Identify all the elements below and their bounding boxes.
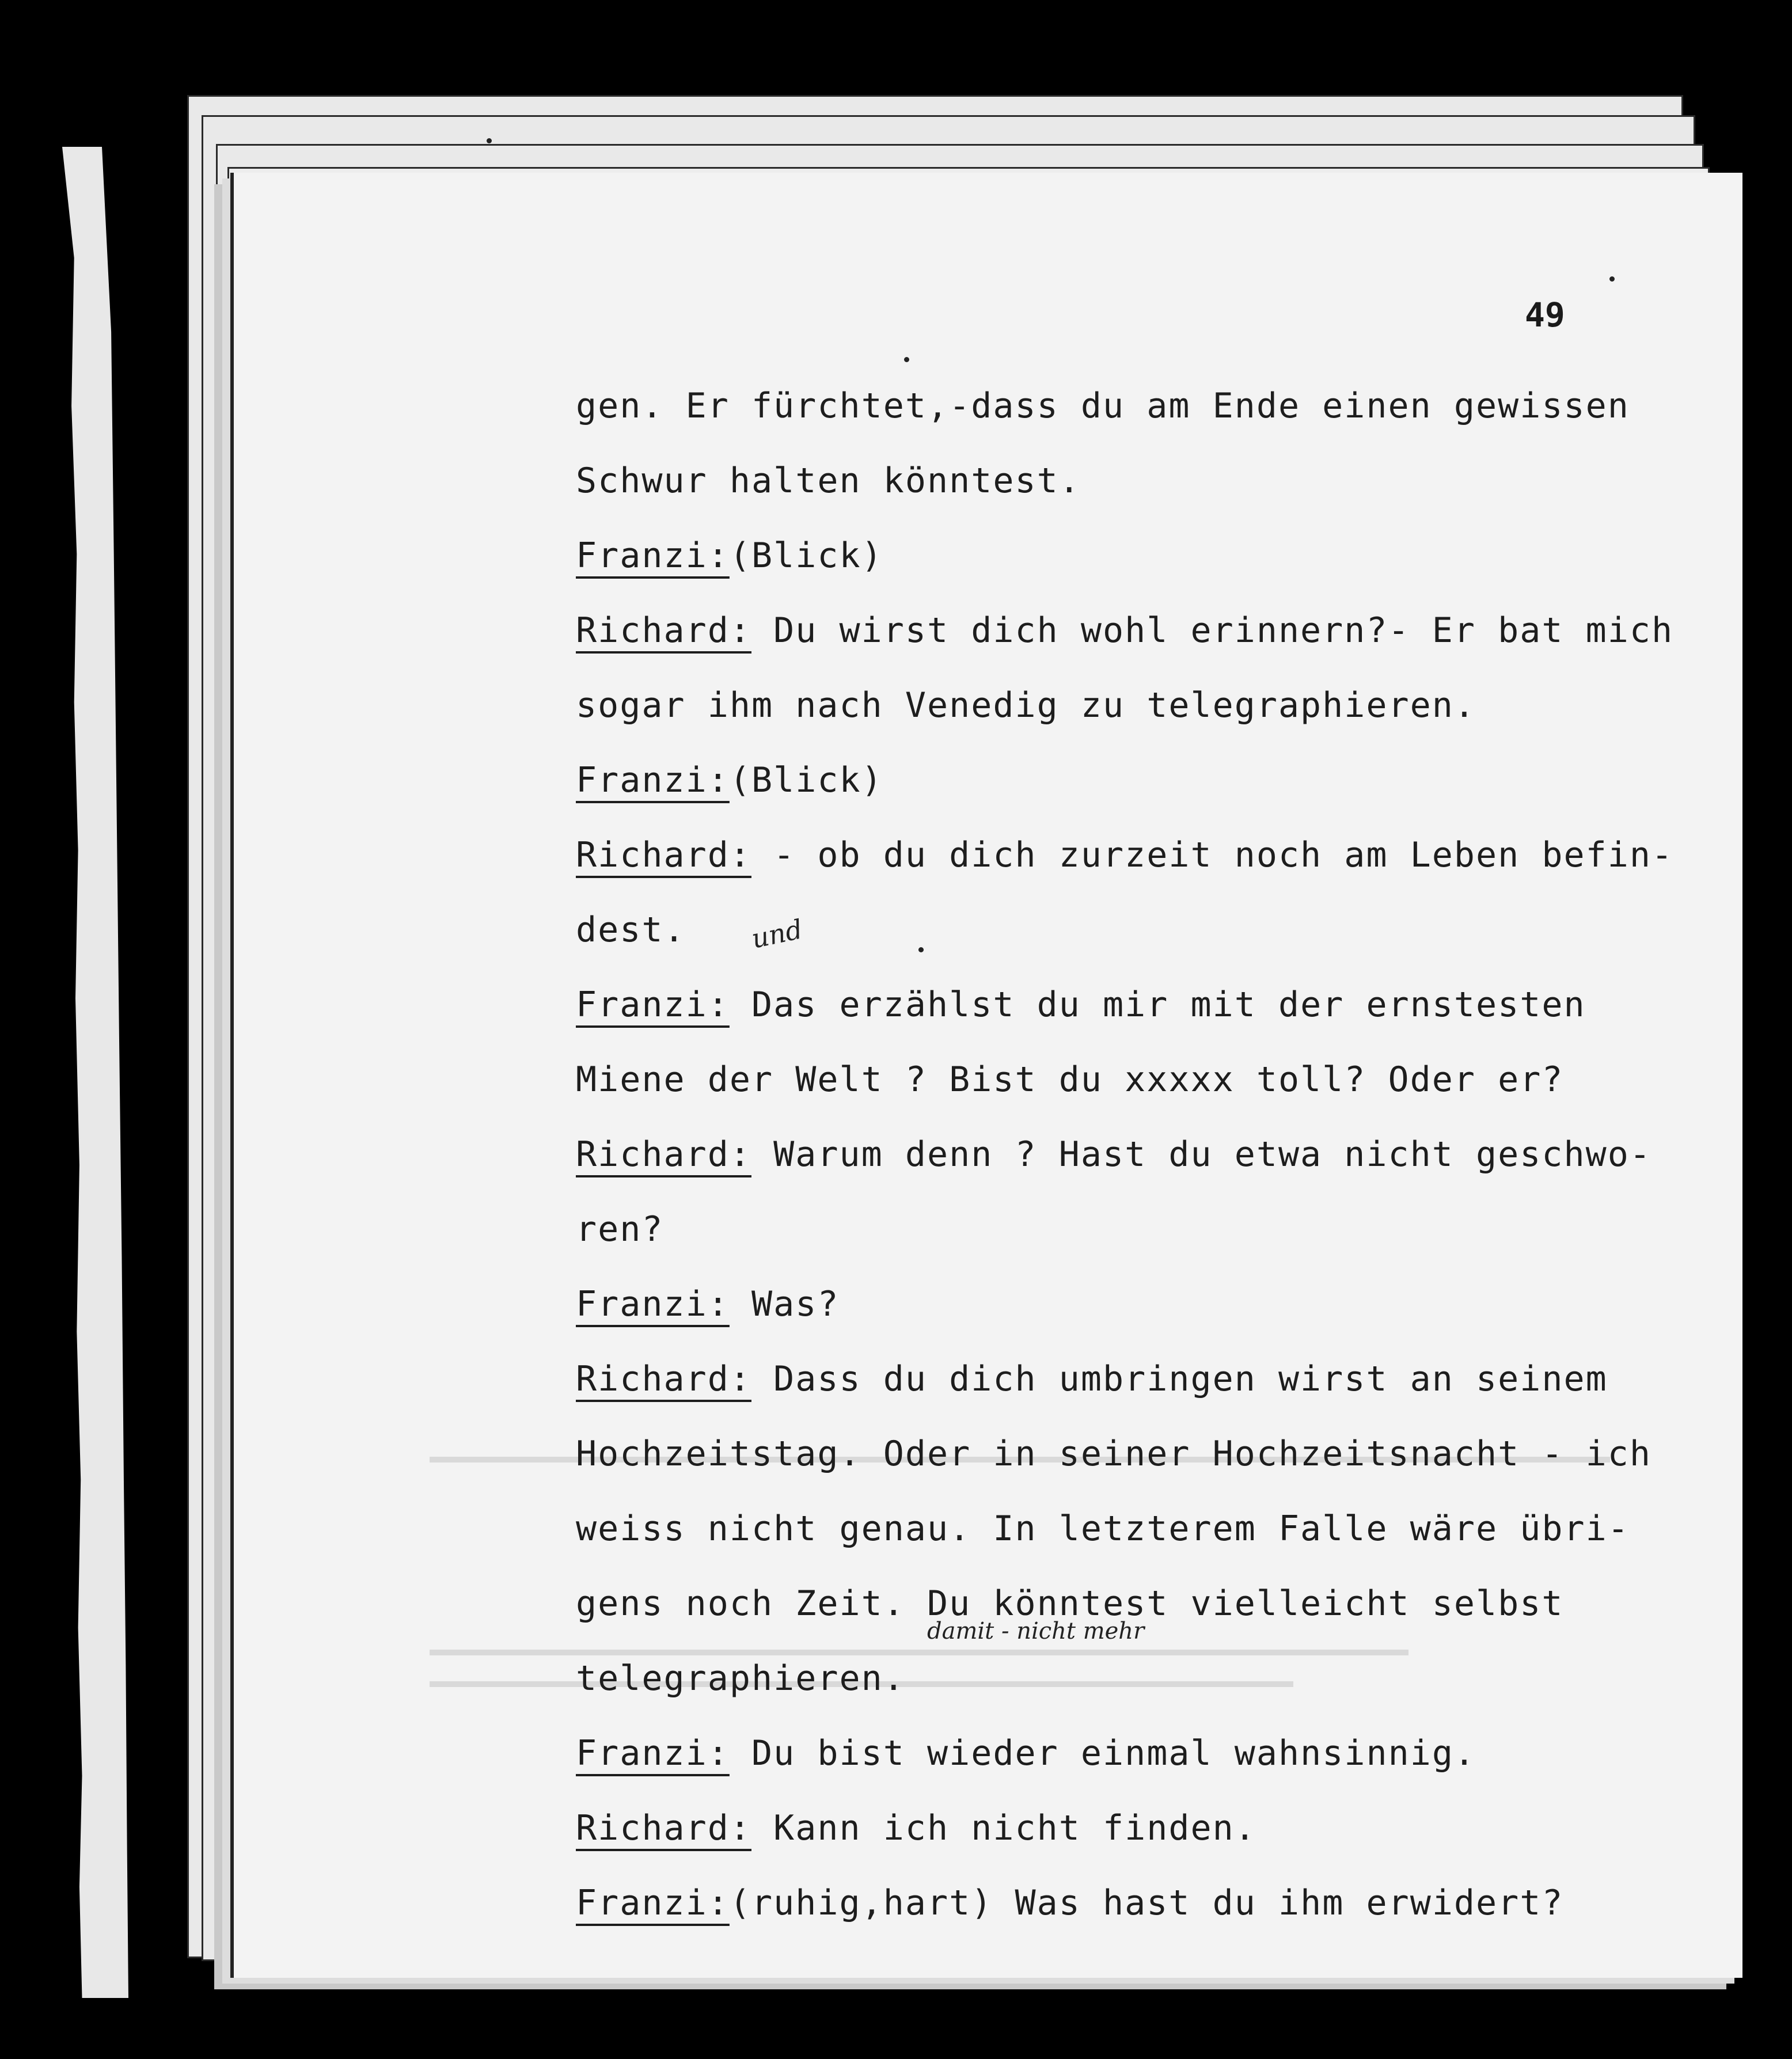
line-text: - ob du dich zurzeit noch am Leben befin- <box>751 835 1674 875</box>
text-line <box>576 1131 1716 1177</box>
text-line <box>576 607 1716 654</box>
ink-speck <box>904 357 909 362</box>
ink-speck <box>1609 276 1615 282</box>
line-text: telegraphieren. <box>576 1658 905 1699</box>
text-line <box>576 1730 1716 1776</box>
text-line <box>576 982 1716 1028</box>
speaker-name: Franzi: <box>576 1284 730 1324</box>
speaker-name: Richard: <box>576 835 751 875</box>
line-text: Warum denn ? Hast du etwa nicht geschwo- <box>751 1134 1652 1175</box>
text-line <box>576 1805 1716 1851</box>
text-line <box>576 1206 1716 1252</box>
text-line <box>576 1506 1716 1552</box>
speaker-name: Richard: <box>576 1359 751 1399</box>
line-text: gens noch Zeit. Du könntest vielleicht selbst <box>576 1583 1564 1624</box>
page-number: 49 <box>1525 295 1565 335</box>
line-text: sogar ihm nach Venedig zu telegraphieren. <box>576 685 1476 725</box>
text-line <box>576 1431 1716 1477</box>
speaker-name: Franzi: <box>576 1733 730 1773</box>
line-text: (ruhig,hart) Was hast du ihm erwidert? <box>729 1883 1564 1923</box>
bleed-through-mark <box>430 1650 1408 1655</box>
line-text: (Blick) <box>729 760 883 800</box>
text-line <box>576 907 1716 953</box>
line-text: Kann ich nicht finden. <box>751 1808 1256 1848</box>
torn-left-strip <box>62 147 128 1998</box>
text-line <box>576 832 1716 878</box>
line-text: ren? <box>576 1209 664 1249</box>
ink-speck <box>487 138 492 143</box>
line-text: Miene der Welt ? Bist du xxxxx toll? Oder er? <box>576 1059 1564 1100</box>
line-text: Du bist wieder einmal wahnsinnig. <box>729 1733 1476 1773</box>
speaker-name: Richard: <box>576 1134 751 1175</box>
speaker-name: Franzi: <box>576 1883 730 1923</box>
text-line <box>576 1356 1716 1402</box>
text-line <box>576 682 1716 728</box>
text-line <box>576 1281 1716 1327</box>
text-line <box>576 458 1716 504</box>
text-line <box>576 383 1716 429</box>
handwritten-margin-note: und <box>749 913 806 955</box>
text-line <box>576 533 1716 579</box>
line-text: Dass du dich umbringen wirst an seinem <box>751 1359 1608 1399</box>
line-text: Hochzeitstag. Oder in seiner Hochzeitsnacht - ich <box>576 1434 1652 1474</box>
text-line <box>576 1057 1716 1103</box>
speaker-name: Franzi: <box>576 535 730 576</box>
speaker-name: Richard: <box>576 610 751 651</box>
text-line <box>576 1581 1716 1627</box>
line-text: (Blick) <box>729 535 883 576</box>
speaker-name: Franzi: <box>576 760 730 800</box>
ink-speck <box>918 947 924 952</box>
line-text: dest. <box>576 910 686 950</box>
text-line <box>576 1655 1716 1701</box>
line-text: Schwur halten könntest. <box>576 461 1081 501</box>
speaker-name: Franzi: <box>576 985 730 1025</box>
line-text: Was? <box>729 1284 840 1324</box>
speaker-name: Richard: <box>576 1808 751 1848</box>
text-line <box>576 757 1716 803</box>
handwritten-insertion: damit - nicht mehr <box>927 1618 1145 1644</box>
line-text: gen. Er fürchtet,-dass du am Ende einen gewissen <box>576 386 1630 426</box>
line-text: Du wirst dich wohl erinnern?- Er bat mich <box>751 610 1674 651</box>
line-text: weiss nicht genau. In letzterem Falle wäre übri- <box>576 1509 1630 1549</box>
text-line <box>576 1880 1716 1926</box>
line-text: Das erzählst du mir mit der ernstesten <box>729 985 1586 1025</box>
